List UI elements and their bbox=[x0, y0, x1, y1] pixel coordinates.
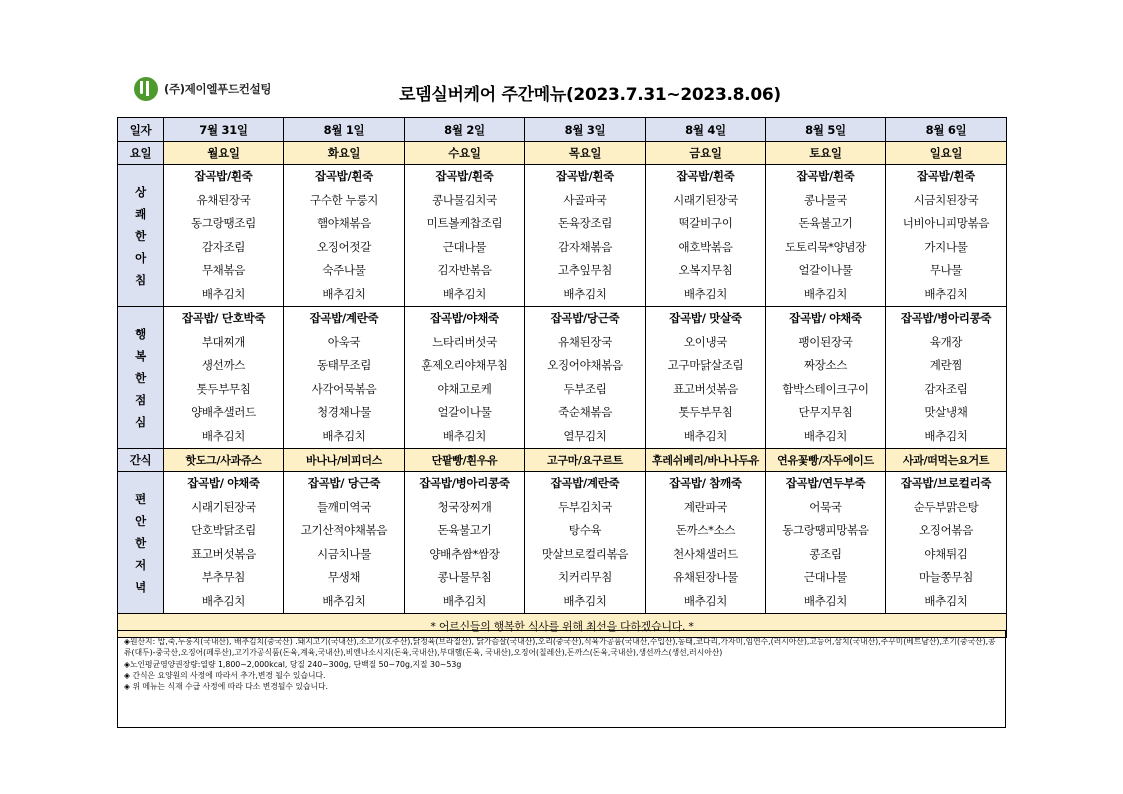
meal-label-char: 침 bbox=[135, 272, 146, 287]
date-cell: 8월 1일 bbox=[284, 118, 405, 142]
day-cell: 금요일 bbox=[646, 142, 766, 165]
snack-cell: 바나나/비피더스 bbox=[284, 449, 405, 472]
breakfast-day-cell bbox=[405, 165, 525, 307]
menu-item: 돈육장조림 bbox=[557, 216, 613, 230]
menu-item: 가지나물 bbox=[924, 239, 968, 254]
snack-cell: 후레쉬베리/바나나두유 bbox=[646, 449, 766, 472]
menu-item: 오이냉국 bbox=[683, 334, 728, 349]
main-dish: 잡곡밥/흰죽 bbox=[796, 169, 855, 183]
snack-cell: 단팥빵/흰우유 bbox=[405, 449, 525, 472]
date-cell: 8월 6일 bbox=[886, 118, 1007, 142]
main-dish: 잡곡밥/병아리콩죽 bbox=[900, 311, 992, 325]
menu-item: 배추김치 bbox=[442, 428, 487, 443]
menu-item: 배추김치 bbox=[803, 593, 848, 608]
lunch-day-cell bbox=[405, 307, 525, 449]
menu-item: 들깨미역국 bbox=[316, 499, 372, 514]
menu-item: 배추김치 bbox=[442, 286, 487, 301]
menu-item: 탕수육 bbox=[568, 523, 602, 537]
snack-label: 간식 bbox=[118, 449, 164, 472]
main-dish: 잡곡밥/ 야채죽 bbox=[789, 311, 862, 325]
day-row bbox=[118, 142, 1007, 165]
dinner-day-cell bbox=[766, 472, 886, 614]
day-cell: 월요일 bbox=[164, 142, 284, 165]
menu-item: 유채된장국 bbox=[557, 334, 613, 349]
lunch-day-cell bbox=[766, 307, 886, 449]
lunch-row bbox=[118, 307, 1007, 449]
weekly-menu-table bbox=[117, 117, 1007, 638]
menu-item: 콩나물무침 bbox=[437, 570, 492, 584]
menu-item: 배추김치 bbox=[683, 593, 728, 608]
main-dish: 잡곡밥/브로컬리죽 bbox=[900, 476, 992, 490]
main-dish: 잡곡밥/ 당근죽 bbox=[307, 476, 381, 490]
menu-item: 청국장찌개 bbox=[437, 499, 492, 514]
main-dish: 잡곡밥/흰죽 bbox=[194, 169, 253, 183]
breakfast-day-cell bbox=[766, 165, 886, 307]
menu-item: 톳두부무침 bbox=[196, 381, 251, 396]
menu-item: 얼갈이나물 bbox=[437, 405, 492, 419]
menu-item: 고구마닭살조림 bbox=[667, 358, 744, 372]
company-name: (주)제이엘푸드컨설팅 bbox=[164, 82, 272, 96]
meal-label-char: 안 bbox=[135, 513, 146, 528]
menu-item: 동그랑땡피망볶음 bbox=[782, 523, 869, 537]
snack-cell: 핫도그/사과쥬스 bbox=[164, 449, 284, 472]
menu-item: 오복지무침 bbox=[678, 263, 733, 277]
lunch-day-cell bbox=[886, 307, 1007, 449]
menu-item: 배추김치 bbox=[924, 593, 968, 608]
lunch-label bbox=[118, 307, 164, 449]
menu-item: 표고버섯볶음 bbox=[673, 381, 738, 396]
menu-item: 오징어볶음 bbox=[918, 523, 974, 537]
menu-item: 얼갈이나물 bbox=[798, 263, 853, 277]
menu-item: 짜장소스 bbox=[803, 358, 848, 372]
menu-item: 치커리무침 bbox=[557, 570, 613, 584]
date-cell: 8월 4일 bbox=[646, 118, 766, 142]
menu-item: 돈까스*소스 bbox=[675, 523, 736, 537]
menu-item: 육개장 bbox=[929, 334, 963, 349]
day-cell: 토요일 bbox=[766, 142, 886, 165]
footer-notes bbox=[117, 630, 1006, 728]
footer-snack-note: ◈ 간식은 요양원의 사정에 따라서 추가,변경 될수 있습니다. bbox=[124, 670, 326, 680]
dinner-day-cell bbox=[646, 472, 766, 614]
menu-item: 배추김치 bbox=[924, 428, 968, 443]
menu-item: 부대찌개 bbox=[201, 334, 246, 349]
meal-label-char: 편 bbox=[135, 491, 146, 506]
meal-label-char: 심 bbox=[135, 414, 146, 429]
main-dish: 잡곡밥/흰죽 bbox=[556, 169, 614, 183]
date-cell: 7월 31일 bbox=[164, 118, 284, 142]
menu-item: 함박스테이크구이 bbox=[782, 381, 869, 396]
menu-item: 무생채 bbox=[327, 570, 361, 584]
main-dish: 잡곡밥/흰죽 bbox=[315, 169, 373, 183]
meal-label-char: 한 bbox=[135, 370, 146, 385]
footer-origin-info: ◈원산지: 밥,죽,누룽지(국내산), 배추김치(중국산) .돼지고기(국내산),소고기(호주산),닭정육(브라질산), 닭가슴살(국내산),오리(중국산),식육가공품(국내산,수입산),동태,코다리,가자미,임연수,(러시아산),고등어,삼치(국내산),주꾸미(베트남산),조기(중국산),콩류(대두)-중국산,오징어(페루산),고기가공식품(돈육,계육,국내산),비엔나소시지(돈육,국내산),부대햄(돈육, 국내산),오징어(칠레산),돈까스(돈육,국내산),생선까스(생선,러시아산) bbox=[124, 637, 996, 658]
menu-item: 유채된장국 bbox=[196, 192, 251, 207]
menu-item: 천사채샐러드 bbox=[673, 546, 738, 561]
lunch-day-cell bbox=[284, 307, 405, 449]
menu-item: 팽이된장국 bbox=[798, 334, 853, 349]
main-dish: 잡곡밥/ 단호박죽 bbox=[181, 311, 266, 325]
breakfast-label bbox=[118, 165, 164, 307]
date-row bbox=[118, 118, 1007, 142]
dinner-day-cell bbox=[164, 472, 284, 614]
menu-item: 배추김치 bbox=[683, 286, 728, 301]
menu-item: 배추김치 bbox=[201, 428, 246, 443]
menu-item: 배추김치 bbox=[563, 593, 607, 608]
menu-item: 맛살냉채 bbox=[924, 405, 968, 419]
dinner-day-cell bbox=[284, 472, 405, 614]
menu-item: 너비아니피망볶음 bbox=[902, 216, 990, 230]
menu-item: 죽순채볶음 bbox=[557, 405, 613, 419]
menu-item: 마늘쫑무침 bbox=[918, 570, 974, 584]
meal-label-char: 한 bbox=[135, 535, 146, 550]
lunch-day-cell bbox=[164, 307, 284, 449]
main-dish: 잡곡밥/야채죽 bbox=[430, 311, 499, 325]
meal-label-char: 녁 bbox=[135, 579, 146, 594]
menu-item: 햄야채볶음 bbox=[316, 216, 372, 230]
day-cell: 목요일 bbox=[525, 142, 646, 165]
menu-item: 느타리버섯국 bbox=[432, 334, 497, 349]
breakfast-day-cell bbox=[525, 165, 646, 307]
date-cell: 8월 3일 bbox=[525, 118, 646, 142]
menu-item: 배추김치 bbox=[322, 593, 366, 608]
menu-item: 콩조림 bbox=[809, 546, 842, 561]
main-dish: 잡곡밥/ 맛살죽 bbox=[669, 311, 742, 325]
menu-item: 배추김치 bbox=[322, 428, 366, 443]
menu-item: 동그랑땡조림 bbox=[191, 216, 256, 230]
menu-item: 시금치된장국 bbox=[913, 192, 979, 207]
breakfast-day-cell bbox=[886, 165, 1007, 307]
menu-item: 시래기된장국 bbox=[191, 499, 256, 514]
dinner-label bbox=[118, 472, 164, 614]
menu-item: 떡갈비구이 bbox=[678, 216, 733, 230]
breakfast-row bbox=[118, 165, 1007, 307]
day-cell: 수요일 bbox=[405, 142, 525, 165]
day-cell: 화요일 bbox=[284, 142, 405, 165]
menu-item: 두부김치국 bbox=[557, 499, 613, 514]
meal-label-char: 복 bbox=[135, 348, 146, 363]
menu-item: 배추김치 bbox=[563, 286, 607, 301]
menu-item: 사골파국 bbox=[563, 192, 607, 207]
menu-item: 숙주나물 bbox=[322, 263, 366, 277]
menu-item: 동태무조림 bbox=[316, 358, 372, 372]
menu-item: 배추김치 bbox=[442, 593, 487, 608]
menu-item: 구수한 누룽지 bbox=[309, 192, 379, 207]
closing-note: * 어르신들의 행복한 식사를 위해 최선을 다하겠습니다. * bbox=[118, 614, 1007, 638]
menu-item: 야채고로케 bbox=[437, 381, 492, 396]
main-dish: 잡곡밥/계란죽 bbox=[309, 311, 379, 325]
menu-item: 고기산적야채볶음 bbox=[300, 523, 388, 537]
company-logo-icon bbox=[134, 77, 158, 101]
main-dish: 잡곡밥/연두부죽 bbox=[785, 476, 866, 490]
menu-item: 어묵국 bbox=[809, 499, 842, 514]
meal-label-char: 아 bbox=[135, 250, 146, 265]
day-header-label: 요일 bbox=[118, 142, 164, 165]
menu-item: 돈육불고기 bbox=[437, 523, 492, 537]
menu-item: 고추잎무침 bbox=[557, 263, 613, 277]
meal-label-char: 행 bbox=[135, 326, 146, 341]
menu-item: 부추무침 bbox=[201, 570, 246, 584]
dinner-day-cell bbox=[886, 472, 1007, 614]
menu-item: 훈제오리야채무침 bbox=[421, 358, 508, 372]
menu-item: 감자조림 bbox=[201, 239, 246, 254]
menu-item: 오징어젓갈 bbox=[316, 239, 372, 254]
menu-item: 무나물 bbox=[929, 263, 963, 277]
footer-nutrition-info: ◈노인평균영양권장량:열량 1,800~2,000kcal, 당질 240~300g, 단백질 50~70g,지질 30~53g bbox=[124, 659, 462, 669]
breakfast-day-cell bbox=[646, 165, 766, 307]
menu-item: 열무김치 bbox=[563, 428, 607, 443]
lunch-day-cell bbox=[525, 307, 646, 449]
meal-label-char: 상 bbox=[135, 184, 146, 199]
meal-label-char: 한 bbox=[135, 228, 146, 243]
menu-item: 톳두부무침 bbox=[678, 405, 733, 419]
menu-item: 근대나물 bbox=[803, 570, 848, 584]
menu-item: 아욱국 bbox=[327, 334, 361, 349]
date-header-label: 일자 bbox=[118, 118, 164, 142]
menu-item: 근대나물 bbox=[442, 239, 487, 254]
menu-item: 유채된장나물 bbox=[673, 570, 738, 584]
page-title: 로뎀실버케어 주간메뉴(2023.7.31~2023.8.06) bbox=[399, 85, 781, 105]
menu-item: 계란파국 bbox=[683, 499, 728, 514]
menu-item: 맛살브로컬리볶음 bbox=[541, 546, 629, 561]
lunch-day-cell bbox=[646, 307, 766, 449]
main-dish: 잡곡밥/흰죽 bbox=[676, 169, 735, 183]
snack-cell: 연유꽃빵/자두에이드 bbox=[766, 449, 886, 472]
main-dish: 잡곡밥/계란죽 bbox=[550, 476, 620, 490]
company-logo bbox=[134, 76, 271, 102]
dinner-day-cell bbox=[405, 472, 525, 614]
menu-item: 순두부맑은탕 bbox=[913, 499, 979, 514]
main-dish: 잡곡밥/흰죽 bbox=[435, 169, 494, 183]
main-dish: 잡곡밥/ 참깨죽 bbox=[669, 476, 742, 490]
dinner-day-cell bbox=[525, 472, 646, 614]
breakfast-day-cell bbox=[284, 165, 405, 307]
menu-item: 무채볶음 bbox=[201, 263, 246, 277]
menu-item: 단호박닭조림 bbox=[191, 523, 256, 537]
main-dish: 잡곡밥/ 야채죽 bbox=[187, 476, 260, 490]
menu-item: 배추김치 bbox=[201, 286, 246, 301]
meal-label-char: 쾌 bbox=[135, 206, 146, 221]
menu-item: 콩나물국 bbox=[803, 192, 848, 207]
main-dish: 잡곡밥/당근죽 bbox=[550, 311, 620, 325]
menu-item: 배추김치 bbox=[683, 428, 728, 443]
snack-cell: 사과/떠먹는요거트 bbox=[886, 449, 1007, 472]
menu-item: 콩나물김치국 bbox=[432, 192, 497, 207]
menu-item: 돈육불고기 bbox=[798, 216, 853, 230]
menu-item: 시금치나물 bbox=[316, 546, 372, 561]
dinner-row bbox=[118, 472, 1007, 614]
menu-item: 배추김치 bbox=[803, 428, 848, 443]
snack-row bbox=[118, 449, 1007, 472]
date-cell: 8월 5일 bbox=[766, 118, 886, 142]
menu-item: 감자채볶음 bbox=[557, 239, 613, 254]
menu-item: 청경채나물 bbox=[316, 405, 372, 419]
main-dish: 잡곡밥/병아리콩죽 bbox=[419, 476, 510, 490]
menu-item: 단무지무침 bbox=[798, 405, 853, 419]
meal-label-char: 저 bbox=[135, 557, 146, 572]
menu-item: 야채튀김 bbox=[924, 546, 968, 561]
meal-label-char: 점 bbox=[135, 392, 146, 407]
date-cell: 8월 2일 bbox=[405, 118, 525, 142]
menu-item: 오징어야채볶음 bbox=[547, 358, 623, 372]
footer-change-note: ◈ 위 메뉴는 식재 수급 사정에 따라 다소 변경될수 있습니다. bbox=[124, 682, 329, 692]
menu-item: 생선까스 bbox=[201, 358, 246, 372]
menu-item: 배추김치 bbox=[803, 286, 848, 301]
menu-item: 시래기된장국 bbox=[673, 192, 738, 207]
menu-item: 배추김치 bbox=[322, 286, 366, 301]
day-cell: 일요일 bbox=[886, 142, 1007, 165]
main-dish: 잡곡밥/흰죽 bbox=[917, 169, 975, 183]
menu-item: 배추김치 bbox=[924, 286, 968, 301]
menu-item: 두부조림 bbox=[563, 381, 607, 396]
menu-item: 표고버섯볶음 bbox=[191, 546, 256, 561]
menu-item: 양배추쌈*쌈장 bbox=[429, 546, 500, 561]
menu-item: 도토리묵*양념장 bbox=[784, 239, 867, 254]
menu-item: 김자반볶음 bbox=[437, 263, 492, 277]
breakfast-day-cell bbox=[164, 165, 284, 307]
snack-cell: 고구마/요구르트 bbox=[525, 449, 646, 472]
menu-item: 감자조림 bbox=[924, 381, 968, 396]
menu-item: 양배추샐러드 bbox=[191, 405, 256, 419]
menu-item: 계란찜 bbox=[929, 358, 963, 372]
menu-item: 미트볼케찹조림 bbox=[426, 216, 503, 230]
menu-item: 배추김치 bbox=[201, 593, 246, 608]
menu-item: 애호박볶음 bbox=[678, 239, 733, 254]
menu-item: 사각어묵볶음 bbox=[311, 381, 377, 396]
